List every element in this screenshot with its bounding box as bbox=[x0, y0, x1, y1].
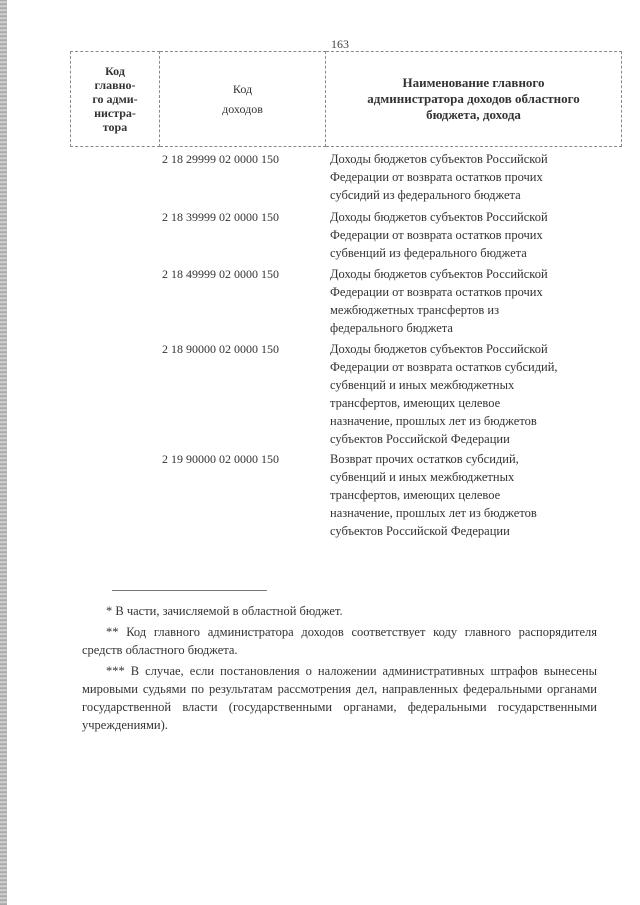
income-code: 2 18 29999 02 0000 150 bbox=[162, 152, 279, 166]
footnote-3: *** В случае, если постановления о наложении административных штрафов вынесены мировыми судьями по результатам рассмотрения дел, направленных федеральными органами государственной власти (государственными органами, федеральными государственными учреждениями). bbox=[82, 664, 597, 732]
page-number: 163 bbox=[331, 37, 349, 51]
table-header bbox=[70, 51, 622, 147]
header-admin-code: Код главно- го адми- нистра- тора bbox=[71, 52, 160, 147]
footnote-separator bbox=[112, 590, 267, 591]
income-code: 2 19 90000 02 0000 150 bbox=[162, 452, 279, 466]
scan-edge bbox=[0, 0, 7, 905]
income-name: Возврат прочих остатков субсидий, субвенций и иных межбюджетных трансфертов, имеющих целевое назначение, прошлых лет из бюджетов субъектов Российской Федерации bbox=[330, 452, 537, 538]
income-code: 2 18 39999 02 0000 150 bbox=[162, 210, 279, 224]
income-code: 2 18 90000 02 0000 150 bbox=[162, 342, 279, 356]
income-name: Доходы бюджетов субъектов Российской Федерации от возврата остатков прочих субвенций из федерального бюджета bbox=[330, 210, 548, 260]
income-name: Доходы бюджетов субъектов Российской Федерации от возврата остатков прочих субсидий из федерального бюджета bbox=[330, 152, 548, 202]
footnote-2: ** Код главного администратора доходов соответствует коду главного распорядителя средств областного бюджета. bbox=[82, 625, 597, 657]
header-income-code: Код доходов bbox=[160, 52, 326, 147]
header-name: Наименование главного администратора доходов областного бюджета, дохода bbox=[326, 52, 622, 147]
income-code: 2 18 49999 02 0000 150 bbox=[162, 267, 279, 281]
footnotes bbox=[82, 602, 597, 737]
income-name: Доходы бюджетов субъектов Российской Федерации от возврата остатков прочих межбюджетных трансфертов из федерального бюджета bbox=[330, 267, 548, 335]
footnote-1: * В части, зачисляемой в областной бюджет. bbox=[106, 604, 343, 618]
income-name: Доходы бюджетов субъектов Российской Федерации от возврата остатков субсидий, субвенций и иных межбюджетных трансфертов, имеющих целевое назначение, прошлых лет из бюджетов субъектов Российской Федерации bbox=[330, 342, 558, 446]
